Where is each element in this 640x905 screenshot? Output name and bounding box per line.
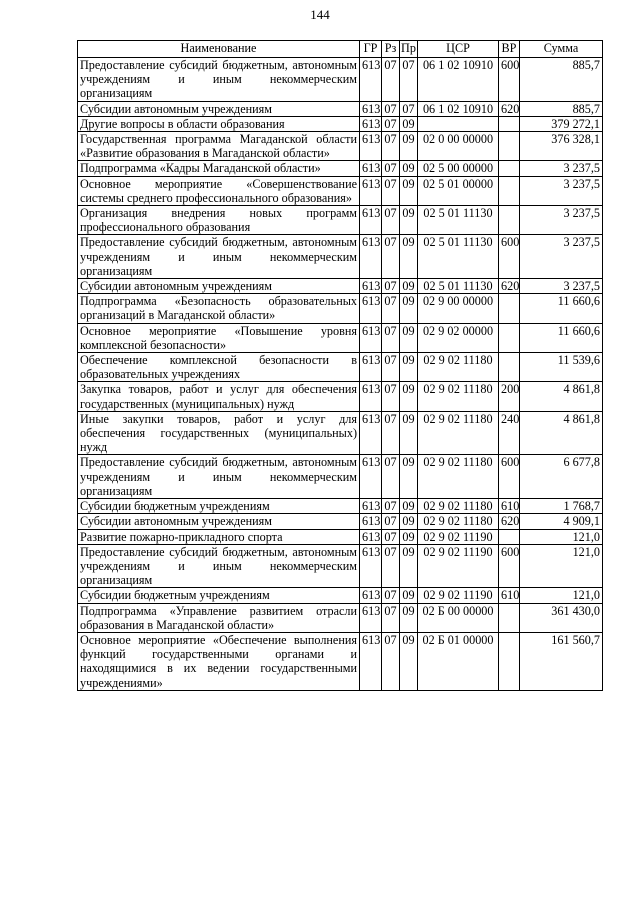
cell-sum: 6 677,8 [520,455,603,499]
cell-pr: 09 [400,588,418,603]
cell-gr: 613 [360,588,382,603]
cell-csr: 02 9 02 11180 [418,411,499,455]
cell-gr: 613 [360,235,382,279]
table-row [78,529,603,544]
cell-vr: 600 [499,235,520,279]
cell-csr: 02 0 00 00000 [418,132,499,161]
cell-rz: 07 [382,323,400,352]
cell-vr: 620 [499,279,520,294]
cell-sum: 3 237,5 [520,161,603,176]
header-rz: Рз [382,41,400,58]
cell-pr: 09 [400,353,418,382]
cell-sum: 4 861,8 [520,411,603,455]
cell-gr: 613 [360,603,382,632]
cell-gr: 613 [360,529,382,544]
cell-gr: 613 [360,411,382,455]
header-gr: ГР [360,41,382,58]
cell-pr: 09 [400,116,418,131]
table-row [78,499,603,514]
cell-pr: 09 [400,206,418,235]
table-body [78,58,603,691]
header-pr: Пр [400,41,418,58]
cell-rz: 07 [382,116,400,131]
cell-gr: 613 [360,101,382,116]
cell-csr: 02 5 01 11130 [418,279,499,294]
cell-gr: 613 [360,323,382,352]
cell-name: Основное мероприятие «Повышение уровня комплексной безопасности» [78,323,360,352]
cell-rz: 07 [382,588,400,603]
cell-rz: 07 [382,544,400,588]
cell-csr: 02 9 02 11180 [418,499,499,514]
table-row [78,176,603,205]
table-row [78,603,603,632]
cell-sum: 885,7 [520,58,603,102]
cell-vr [499,206,520,235]
cell-vr [499,323,520,352]
cell-rz: 07 [382,499,400,514]
table-row [78,514,603,529]
cell-sum: 11 539,6 [520,353,603,382]
table-row [78,632,603,690]
cell-vr [499,632,520,690]
cell-sum: 1 768,7 [520,499,603,514]
cell-gr: 613 [360,455,382,499]
cell-sum: 3 237,5 [520,279,603,294]
cell-csr: 02 9 02 11180 [418,514,499,529]
cell-csr: 06 1 02 10910 [418,58,499,102]
cell-vr [499,529,520,544]
cell-csr: 02 9 02 11190 [418,529,499,544]
table-row [78,116,603,131]
cell-name: Субсидии бюджетным учреждениям [78,588,360,603]
cell-sum: 121,0 [520,529,603,544]
cell-rz: 07 [382,529,400,544]
cell-gr: 613 [360,161,382,176]
table-row [78,588,603,603]
cell-rz: 07 [382,382,400,411]
cell-vr [499,353,520,382]
cell-rz: 07 [382,58,400,102]
table-row [78,206,603,235]
table-row [78,279,603,294]
cell-gr: 613 [360,514,382,529]
cell-csr: 02 9 02 11180 [418,382,499,411]
cell-name: Подпрограмма «Безопасность образовательных организаций в Магаданской области» [78,294,360,323]
cell-csr: 02 5 00 00000 [418,161,499,176]
cell-sum: 121,0 [520,588,603,603]
cell-name: Обеспечение комплексной безопасности в образовательных учреждениях [78,353,360,382]
table-header-row [78,41,603,58]
cell-name: Субсидии автономным учреждениям [78,279,360,294]
cell-sum: 376 328,1 [520,132,603,161]
cell-rz: 07 [382,176,400,205]
cell-name: Другие вопросы в области образования [78,116,360,131]
cell-csr: 02 9 02 11190 [418,544,499,588]
cell-csr: 02 9 02 11180 [418,455,499,499]
cell-name: Предоставление субсидий бюджетным, автономным учреждениям и иным некоммерческим организациям [78,544,360,588]
cell-pr: 09 [400,529,418,544]
cell-pr: 09 [400,161,418,176]
cell-gr: 613 [360,499,382,514]
cell-name: Подпрограмма «Управление развитием отрасли образования в Магаданской области» [78,603,360,632]
cell-pr: 09 [400,382,418,411]
cell-rz: 07 [382,101,400,116]
cell-pr: 09 [400,514,418,529]
header-vr: ВР [499,41,520,58]
cell-sum: 11 660,6 [520,323,603,352]
cell-name: Предоставление субсидий бюджетным, автономным учреждениям и иным некоммерческим организациям [78,58,360,102]
cell-sum: 3 237,5 [520,176,603,205]
cell-sum: 3 237,5 [520,206,603,235]
cell-csr: 02 5 01 11130 [418,235,499,279]
cell-sum: 885,7 [520,101,603,116]
cell-name: Основное мероприятие «Обеспечение выполнения функций государственными органами и находящимися в их ведении государственными учреждениями» [78,632,360,690]
table-row [78,544,603,588]
cell-csr: 02 9 00 00000 [418,294,499,323]
cell-name: Подпрограмма «Кадры Магаданской области» [78,161,360,176]
cell-pr: 09 [400,544,418,588]
cell-rz: 07 [382,632,400,690]
cell-sum: 4 861,8 [520,382,603,411]
cell-csr: 02 9 02 00000 [418,323,499,352]
cell-csr [418,116,499,131]
cell-vr [499,161,520,176]
table-row [78,101,603,116]
page-number: 144 [310,7,330,22]
cell-pr: 09 [400,499,418,514]
cell-csr: 02 5 01 00000 [418,176,499,205]
cell-gr: 613 [360,382,382,411]
cell-name: Иные закупки товаров, работ и услуг для обеспечения государственных (муниципальных) нужд [78,411,360,455]
cell-gr: 613 [360,206,382,235]
header-name: Наименование [78,41,360,58]
cell-rz: 07 [382,603,400,632]
cell-pr: 09 [400,411,418,455]
cell-vr: 600 [499,544,520,588]
cell-gr: 613 [360,544,382,588]
table-row [78,161,603,176]
budget-table [77,40,603,691]
header-sum: Сумма [520,41,603,58]
cell-vr: 620 [499,101,520,116]
cell-name: Государственная программа Магаданской области «Развитие образования в Магаданской области» [78,132,360,161]
cell-pr: 09 [400,235,418,279]
cell-gr: 613 [360,58,382,102]
cell-sum: 3 237,5 [520,235,603,279]
cell-rz: 07 [382,411,400,455]
cell-sum: 11 660,6 [520,294,603,323]
cell-vr [499,116,520,131]
cell-csr: 02 9 02 11190 [418,588,499,603]
cell-sum: 4 909,1 [520,514,603,529]
cell-sum: 379 272,1 [520,116,603,131]
cell-rz: 07 [382,294,400,323]
cell-sum: 121,0 [520,544,603,588]
cell-name: Субсидии автономным учреждениям [78,101,360,116]
cell-gr: 613 [360,132,382,161]
cell-name: Субсидии бюджетным учреждениям [78,499,360,514]
table-row [78,411,603,455]
cell-name: Субсидии автономным учреждениям [78,514,360,529]
cell-csr: 02 5 01 11130 [418,206,499,235]
cell-vr: 600 [499,58,520,102]
cell-name: Развитие пожарно-прикладного спорта [78,529,360,544]
cell-vr: 240 [499,411,520,455]
cell-pr: 07 [400,101,418,116]
cell-name: Основное мероприятие «Совершенствование системы среднего профессионального образования» [78,176,360,205]
cell-sum: 161 560,7 [520,632,603,690]
cell-vr: 610 [499,499,520,514]
cell-csr: 02 9 02 11180 [418,353,499,382]
cell-pr: 09 [400,176,418,205]
cell-gr: 613 [360,294,382,323]
cell-csr: 02 Б 01 00000 [418,632,499,690]
cell-vr: 200 [499,382,520,411]
cell-pr: 07 [400,58,418,102]
cell-gr: 613 [360,632,382,690]
cell-name: Предоставление субсидий бюджетным, автономным учреждениям и иным некоммерческим организациям [78,235,360,279]
cell-pr: 09 [400,279,418,294]
cell-pr: 09 [400,323,418,352]
cell-name: Закупка товаров, работ и услуг для обеспечения государственных (муниципальных) нужд [78,382,360,411]
cell-gr: 613 [360,353,382,382]
cell-sum: 361 430,0 [520,603,603,632]
cell-gr: 613 [360,279,382,294]
cell-pr: 09 [400,132,418,161]
cell-vr: 620 [499,514,520,529]
cell-rz: 07 [382,235,400,279]
table-row [78,353,603,382]
table-row [78,58,603,102]
table-row [78,455,603,499]
table-row [78,323,603,352]
header-csr: ЦСР [418,41,499,58]
cell-vr [499,603,520,632]
cell-rz: 07 [382,206,400,235]
cell-vr: 600 [499,455,520,499]
cell-pr: 09 [400,603,418,632]
cell-vr [499,132,520,161]
cell-name: Предоставление субсидий бюджетным, автономным учреждениям и иным некоммерческим организациям [78,455,360,499]
table-row [78,235,603,279]
cell-pr: 09 [400,294,418,323]
cell-csr: 02 Б 00 00000 [418,603,499,632]
cell-csr: 06 1 02 10910 [418,101,499,116]
cell-rz: 07 [382,353,400,382]
cell-gr: 613 [360,176,382,205]
cell-vr [499,294,520,323]
cell-name: Организация внедрения новых программ профессионального образования [78,206,360,235]
cell-vr [499,176,520,205]
table-row [78,382,603,411]
cell-pr: 09 [400,455,418,499]
table-row [78,294,603,323]
cell-rz: 07 [382,132,400,161]
cell-rz: 07 [382,514,400,529]
cell-rz: 07 [382,279,400,294]
cell-vr: 610 [499,588,520,603]
cell-rz: 07 [382,161,400,176]
cell-rz: 07 [382,455,400,499]
cell-pr: 09 [400,632,418,690]
table-row [78,132,603,161]
cell-gr: 613 [360,116,382,131]
